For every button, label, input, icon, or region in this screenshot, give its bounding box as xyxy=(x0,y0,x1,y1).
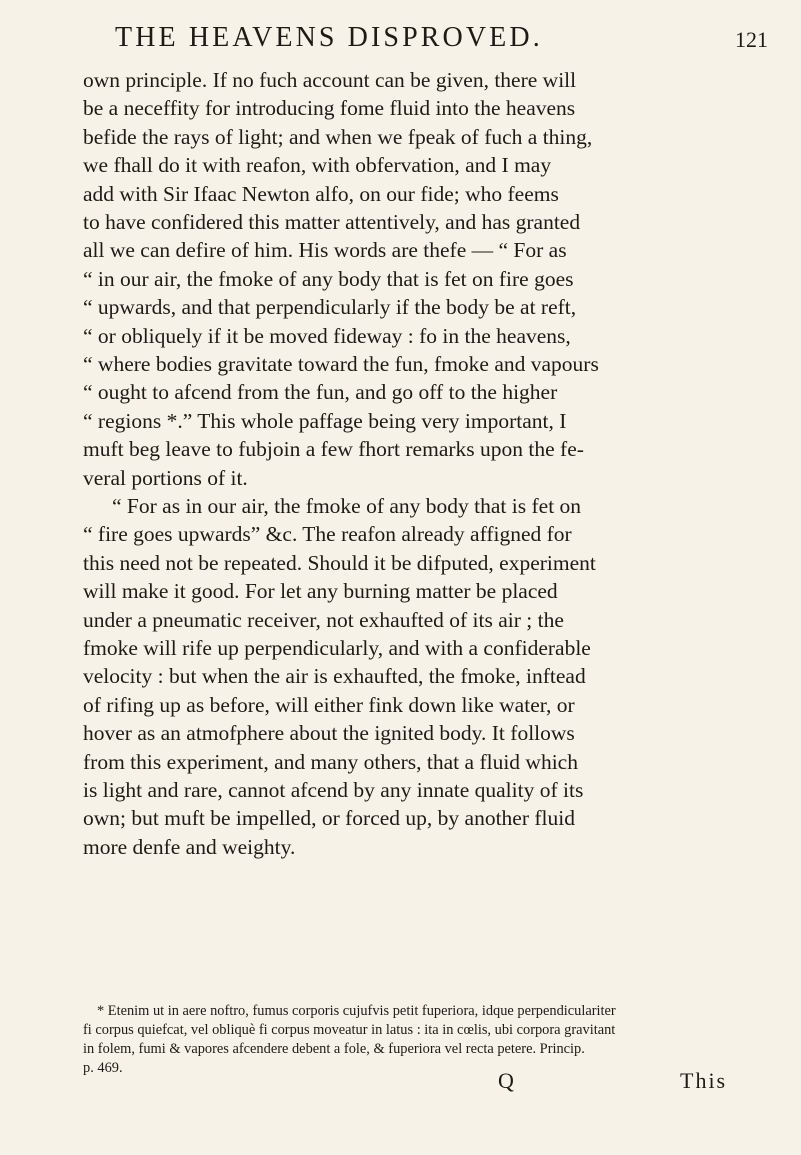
signature-mark: Q xyxy=(498,1068,514,1093)
footnote-line: p. 469. xyxy=(83,1060,123,1076)
text-line: fmoke will rife up perpendicularly, and with a confiderable xyxy=(83,636,591,660)
text-line: will make it good. For let any burning matter be placed xyxy=(83,579,558,604)
footnote-line: * Etenim ut in aere noftro, fumus corporis cujufvis petit fuperiora, idque perpendiculariter xyxy=(97,1003,616,1019)
page-header xyxy=(115,18,800,58)
text-line: “ upwards, and that perpendicularly if the body be at reft, xyxy=(83,295,577,320)
page-footer xyxy=(0,1068,801,1102)
running-title: THE HEAVENS DISPROVED. xyxy=(115,22,543,53)
text-line: from this experiment, and many others, that a fluid which xyxy=(83,749,578,774)
text-line: of rifing up as before, will either fink down like water, or xyxy=(83,692,575,717)
text-line: more denfe and weighty. xyxy=(83,834,296,859)
text-line: “ regions *.” This whole paffage being very important, I xyxy=(83,408,567,433)
text-line: hover as an atmofphere about the ignited body. It follows xyxy=(83,721,575,746)
text-line: “ where bodies gravitate toward the fun, fmoke and vapours xyxy=(83,352,599,376)
text-line: all we can defire of him. His words are thefe — “ For as xyxy=(83,238,567,263)
text-line: to have confidered this matter attentively, and has granted xyxy=(83,210,581,234)
catchword: This xyxy=(680,1068,728,1093)
text-line: befide the rays of light; and when we fpeak of fuch a thing, xyxy=(83,124,593,149)
text-line: veral portions of it. xyxy=(83,465,248,490)
text-line: under a pneumatic receiver, not exhaufted of its air ; the xyxy=(83,607,564,632)
text-line: velocity : but when the air is exhaufted, the fmoke, inftead xyxy=(83,664,586,689)
text-line: “ or obliquely if it be moved fideway : fo in the heavens, xyxy=(83,323,571,348)
text-line: this need not be repeated. Should it be difputed, experiment xyxy=(83,550,596,575)
text-line: be a neceffity for introducing fome fluid into the heavens xyxy=(83,96,576,121)
footnote-line: fi corpus quiefcat, vel obliquè fi corpus moveatur in latus : ita in cœlis, ubi corpora gravitant xyxy=(83,1022,616,1038)
text-line: we fhall do it with reafon, with obfervation, and I may xyxy=(83,153,552,178)
text-line: own principle. If no fuch account can be given, there will xyxy=(83,68,577,92)
page-number: 121 xyxy=(735,27,768,52)
footnote-line: in folem, fumi & vapores afcendere debent a fole, & fuperiora vel recta petere. Princip. xyxy=(83,1041,585,1057)
text-line: add with Sir Ifaac Newton alfo, on our fide; who feems xyxy=(83,181,559,206)
text-line: is light and rare, cannot afcend by any innate quality of its xyxy=(83,778,584,802)
text-line: “ in our air, the fmoke of any body that is fet on fire goes xyxy=(83,266,574,291)
text-line: muft beg leave to fubjoin a few fhort remarks upon the fe- xyxy=(83,437,584,462)
text-line: own; but muft be impelled, or forced up, by another fluid xyxy=(83,806,575,831)
text-line: “ For as in our air, the fmoke of any body that is fet on xyxy=(112,494,582,518)
text-line: “ ought to afcend from the fun, and go off to the higher xyxy=(83,380,558,405)
text-line: “ fire goes upwards” &c. The reafon already affigned for xyxy=(83,522,572,547)
